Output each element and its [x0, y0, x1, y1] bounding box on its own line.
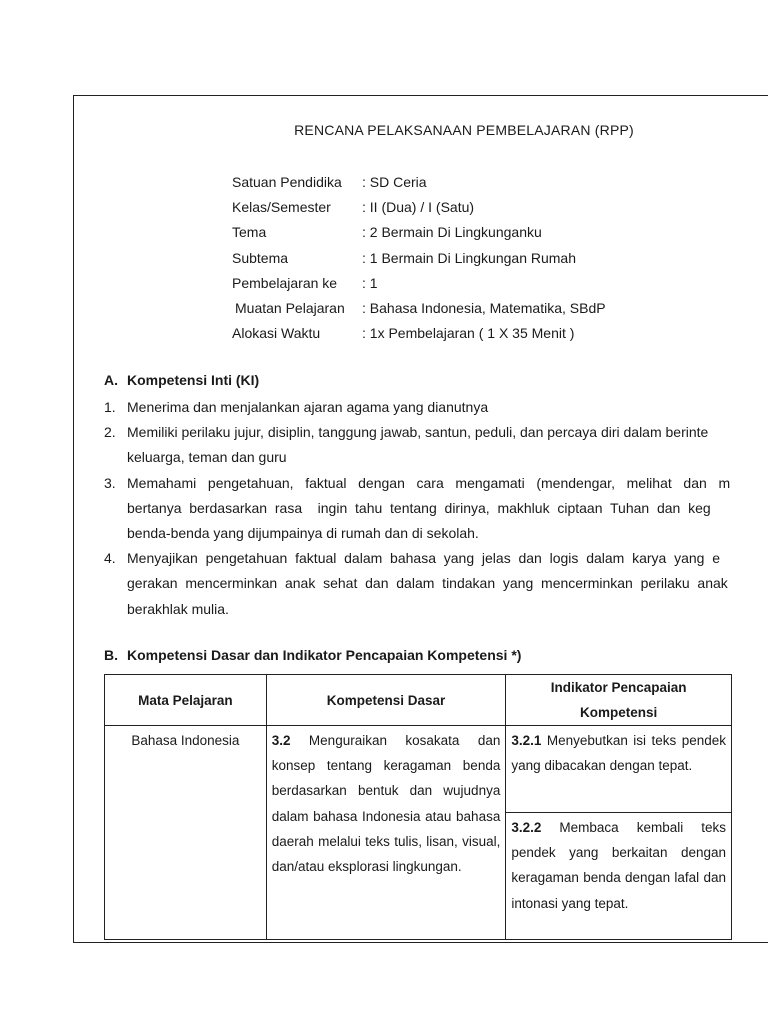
list-item — [104, 546, 768, 622]
meta-value: : 1x Pembelajaran ( 1 X 35 Menit ) — [362, 325, 575, 342]
list-number: 1. — [104, 399, 116, 415]
meta-row — [232, 170, 427, 195]
list-number: 3. — [104, 474, 116, 491]
indicator-item — [506, 813, 731, 916]
meta-value: : II (Dua) / I (Satu) — [362, 199, 475, 216]
kd-code: 3.2 — [271, 733, 291, 748]
list-number: 2. — [104, 424, 116, 441]
indicator-item — [506, 726, 731, 813]
meta-label: Subtema — [232, 249, 289, 266]
meta-value: : Bahasa Indonesia, Matematika, SBdP — [362, 299, 606, 316]
meta-value: : SD Ceria — [362, 174, 427, 190]
document-page — [73, 95, 768, 943]
section-mark: A. — [104, 372, 118, 388]
meta-label: Muatan Pelajaran — [235, 299, 345, 316]
column-header: Indikator Pencapaian Kompetensi — [506, 675, 732, 726]
list-item — [104, 420, 768, 470]
section-title: Kompetensi Inti (KI) — [127, 372, 260, 388]
table-row — [105, 726, 732, 940]
list-text: gerakan mencerminkan anak sehat dan dalam tindakan yang mencerminkan perilaku anak — [127, 575, 728, 592]
indicator-text: Menyebutkan isi teks pendek yang dibacakan dengan tepat. — [511, 733, 726, 774]
meta-row — [232, 246, 577, 271]
section-a-heading — [104, 372, 259, 388]
list-text: Memiliki perilaku jujur, disiplin, tanggung jawab, santun, peduli, dan percaya diri dalam berinte — [127, 424, 709, 441]
meta-value: : 1 Bermain Di Lingkungan Rumah — [362, 249, 577, 266]
kd-cell — [266, 726, 506, 940]
document-title: RENCANA PELAKSANAAN PEMBELAJARAN (RPP) — [294, 122, 634, 138]
meta-row — [232, 195, 475, 220]
list-text: bertanya berdasarkan rasa ingin tahu tentang dirinya, makhluk ciptaan Tuhan dan keg — [127, 499, 711, 516]
indicator-cell — [506, 726, 732, 940]
list-text: Menyajikan pengetahuan faktual dalam bahasa yang jelas dan logis dalam karya yang e — [127, 550, 721, 567]
meta-value: : 1 — [362, 274, 378, 291]
list-text: Menerima dan menjalankan ajaran agama yang dianutnya — [127, 399, 489, 415]
identity-block — [232, 170, 606, 346]
indicator-code: 3.2.1 — [511, 733, 542, 748]
meta-label: Kelas/Semester — [232, 199, 331, 216]
list-text: berakhlak mulia. — [127, 600, 229, 617]
section-mark: B. — [104, 647, 118, 663]
ki-list — [104, 395, 768, 622]
kd-text: Menguraikan kosakata dan konsep tentang keragaman benda berdasarkan bentuk dan wujudnya dalam bahasa Indonesia atau bahasa daerah melalui teks tulis, lisan, visual, dan/atau eksplorasi lingkungan. — [271, 733, 501, 875]
list-text: keluarga, teman dan guru — [127, 449, 287, 466]
subject-cell: Bahasa Indonesia — [105, 726, 267, 940]
meta-label: Alokasi Waktu — [232, 325, 321, 342]
meta-row — [232, 296, 606, 321]
meta-row — [232, 271, 378, 296]
section-b-heading — [104, 647, 521, 663]
column-header: Mata Pelajaran — [105, 675, 267, 726]
meta-value: : 2 Bermain Di Lingkunganku — [362, 224, 542, 241]
table-header-row — [105, 675, 732, 726]
section-title: Kompetensi Dasar dan Indikator Pencapaian Kompetensi *) — [127, 647, 522, 663]
meta-label: Satuan Pendidika — [232, 174, 342, 190]
column-header: Kompetensi Dasar — [266, 675, 506, 726]
list-text: Memahami pengetahuan, faktual dengan cara mengamati (mendengar, melihat dan m — [127, 474, 731, 491]
meta-row — [232, 220, 542, 245]
list-number: 4. — [104, 550, 116, 567]
meta-label: Tema — [232, 224, 267, 241]
list-item — [104, 471, 768, 547]
meta-row — [232, 321, 575, 346]
list-text: benda-benda yang dijumpainya di rumah dan di sekolah. — [127, 525, 479, 542]
indicator-text: Membaca kembali teks pendek yang berkaitan dengan keragaman benda dengan lafal dan intonasi yang tepat. — [511, 820, 726, 911]
indicator-code: 3.2.2 — [511, 820, 542, 835]
list-item — [104, 395, 768, 420]
meta-label: Pembelajaran ke — [232, 274, 338, 291]
kd-table — [104, 674, 732, 940]
